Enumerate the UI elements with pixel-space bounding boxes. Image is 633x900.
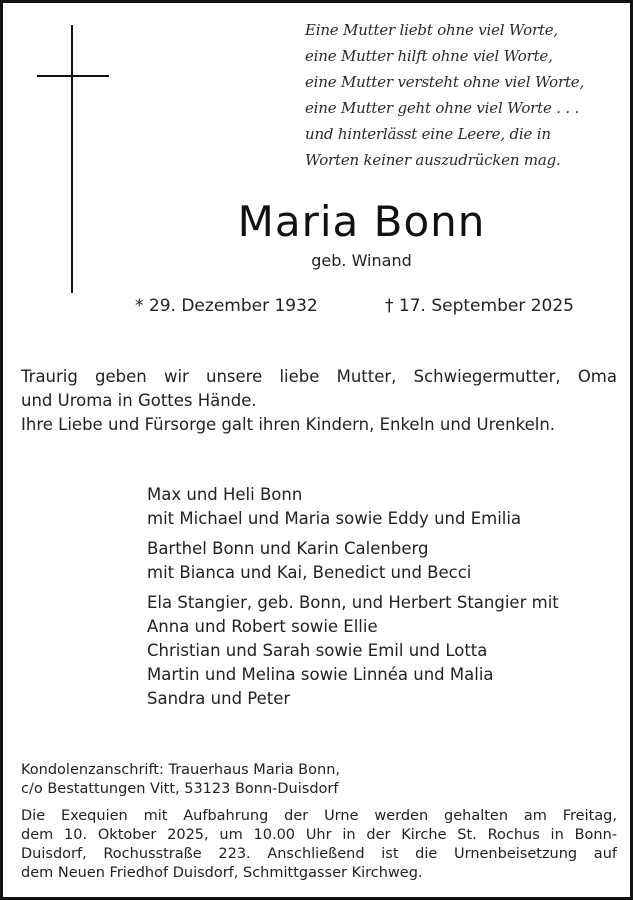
poem-line: und hinterlässt eine Leere, die in — [305, 125, 551, 143]
service-line: Die Exequien mit Aufbahrung der Urne werden gehalten am Freitag, — [21, 808, 617, 824]
service-line: Duisdorf, Rochusstraße 223. Anschließend ist die Urnenbeisetzung auf — [21, 846, 617, 862]
intro-text — [21, 365, 617, 437]
family-group — [147, 591, 617, 711]
deceased-name: Maria Bonn — [237, 197, 486, 246]
family-line: Ela Stangier, geb. Bonn, und Herbert Stangier mit — [147, 593, 559, 612]
footer-info — [21, 761, 621, 891]
family-group — [147, 483, 617, 531]
family-line: Anna und Robert sowie Ellie — [147, 617, 378, 636]
family-line: Sandra und Peter — [147, 689, 291, 708]
family-line: Christian und Sarah sowie Emil und Lotta — [147, 641, 488, 660]
maiden-name: geb. Winand — [311, 251, 412, 270]
intro-line: und Uroma in Gottes Hände. — [21, 391, 257, 410]
poem-line: Eine Mutter liebt ohne viel Worte, — [305, 21, 558, 39]
poem-line: Worten keiner auszudrücken mag. — [305, 151, 561, 169]
condolence-line: Kondolenzanschrift: Trauerhaus Maria Bonn, — [21, 762, 340, 778]
poem-line: eine Mutter geht ohne viel Worte . . . — [305, 99, 580, 117]
family-line: Max und Heli Bonn — [147, 485, 303, 504]
service-details — [21, 807, 621, 883]
death-date: † 17. September 2025 — [385, 296, 574, 316]
birth-date: * 29. Dezember 1932 — [135, 296, 318, 316]
intro-line: Traurig geben wir unsere liebe Mutter, Schwiegermutter, Oma — [21, 367, 617, 386]
family-line: Barthel Bonn und Karin Calenberg — [147, 539, 429, 558]
intro-line: Ihre Liebe und Fürsorge galt ihren Kindern, Enkeln und Urenkeln. — [21, 415, 556, 434]
poem-line: eine Mutter versteht ohne viel Worte, — [305, 73, 585, 91]
cross-icon-bar — [37, 75, 109, 77]
service-line: dem Neuen Friedhof Duisdorf, Schmittgasser Kirchweg. — [21, 865, 423, 881]
poem — [305, 17, 625, 173]
condolence-line: c/o Bestattungen Vitt, 53123 Bonn-Duisdorf — [21, 781, 339, 797]
condolence-address — [21, 761, 621, 799]
family-line: Martin und Melina sowie Linnéa und Malia — [147, 665, 494, 684]
poem-line: eine Mutter hilft ohne viel Worte, — [305, 47, 553, 65]
family-line: mit Michael und Maria sowie Eddy und Emilia — [147, 509, 522, 528]
family-line: mit Bianca und Kai, Benedict und Becci — [147, 563, 472, 582]
family-list — [147, 483, 617, 717]
service-line: dem 10. Oktober 2025, um 10.00 Uhr in der Kirche St. Rochus in Bonn- — [21, 827, 617, 843]
family-group — [147, 537, 617, 585]
